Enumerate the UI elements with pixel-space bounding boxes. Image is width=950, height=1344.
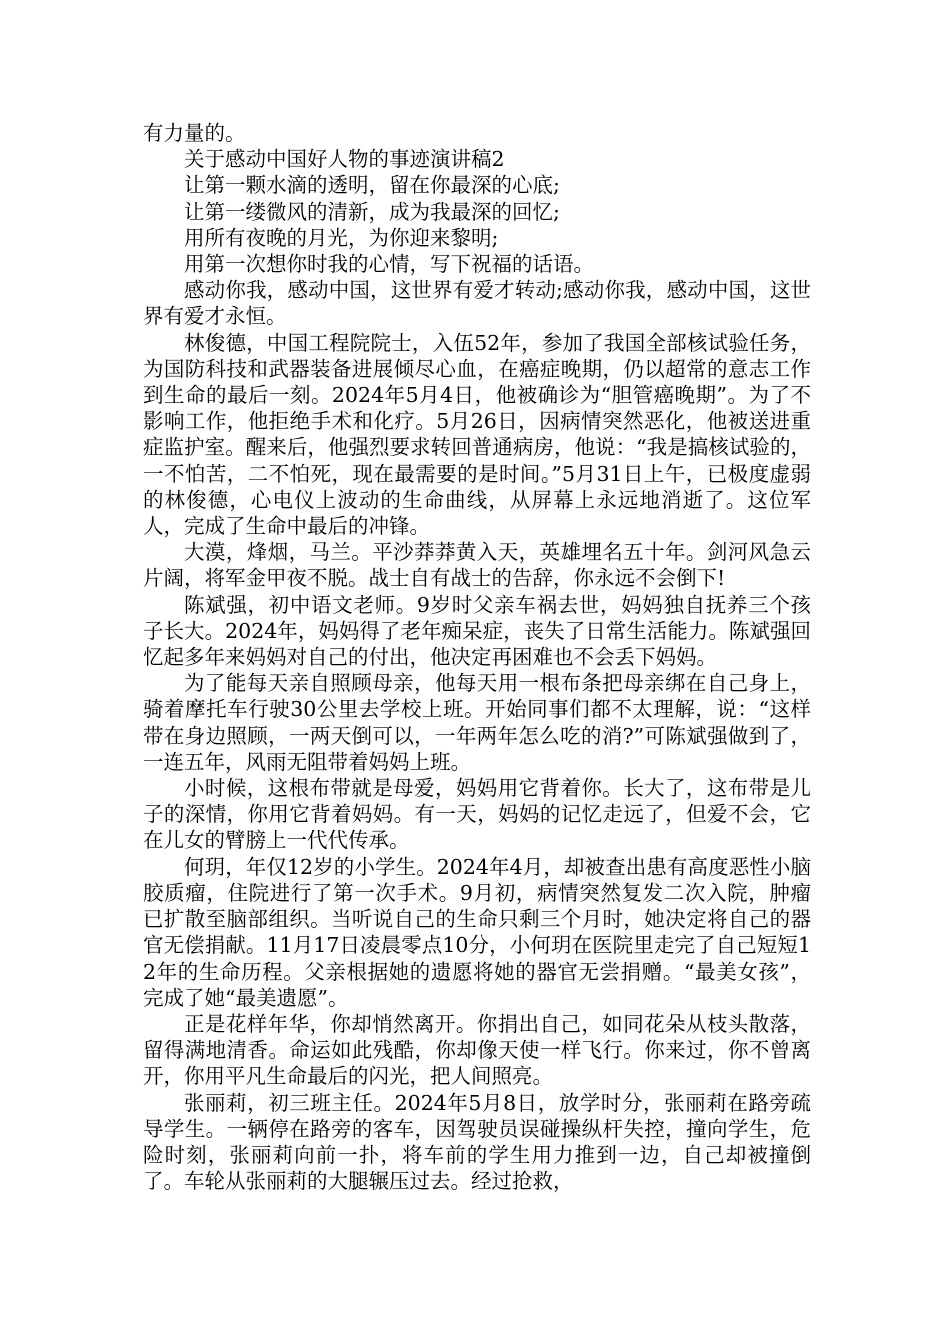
poem-line-1: 让第一颗水滴的透明，留在你最深的心底; [184, 173, 560, 198]
poem-line-2: 让第一缕微风的清新，成为我最深的回忆; [184, 199, 560, 224]
paragraph-chen-binqiang-tribute: 小时候，这根布带就是母爱，妈妈用它背着你。长大了，这布带是儿子的深情，你用它背着妈妈。有一天，妈妈的记忆走远了，但爱不会，它在儿女的臂膀上一代代传承。 [143, 776, 811, 853]
paragraph-continuation: 有力量的。 [143, 121, 246, 145]
poem-line-3: 用所有夜晚的月光，为你迎来黎明; [184, 225, 499, 250]
paragraph-chen-binqiang: 陈斌强，初中语文老师。9岁时父亲车祸去世，妈妈独自抚养三个孩子长大。2024年，妈妈得了老年痴呆症，丧失了日常生活能力。陈斌强回忆起多年来妈妈对自己的付出，他决定再困难也不会丢下妈妈。 [143, 592, 811, 670]
paragraph-zhang-lili: 张丽莉，初三班主任。2024年5月8日，放学时分，张丽莉在路旁疏导学生。一辆停在路旁的客车，因驾驶员误碰操纵杆失控，撞向学生，危险时刻，张丽莉向前一扑，将车前的学生用力推到一边，自己却被撞倒了。车轮从张丽莉的大腿辗压过去。经过抢救， [143, 1090, 811, 1194]
paragraph-chen-binqiang-story: 为了能每天亲自照顾母亲，他每天用一根布条把母亲绑在自己身上，骑着摩托车行驶30公里去学校上班。开始同事们都不太理解，说：“这样带在身边照顾，一两天倒可以，一年两年怎么吃的消?”可陈斌强做到了，一连五年，风雨无阻带着妈妈上班。 [143, 671, 811, 774]
paragraph-intro: 感动你我，感动中国，这世界有爱才转动;感动你我，感动中国，这世界有爱才永恒。 [143, 278, 811, 329]
section-title: 关于感动中国好人物的事迹演讲稿2 [184, 147, 505, 172]
paragraph-he-yue-tribute: 正是花样年华，你却悄然离开。你捐出自己，如同花朵从枝头散落，留得满地清香。命运如此残酷，你却像天使一样飞行。你来过，你不曾离开，你用平凡生命最后的闪光，把人间照亮。 [143, 1011, 811, 1089]
paragraph-lin-junde: 林俊德，中国工程院院士，入伍52年，参加了我国全部核试验任务，为国防科技和武器装备进展倾尽心血，在癌症晚期，仍以超常的意志工作到生命的最后一刻。2024年5月4日，他被确诊为“胆管癌晚期”。为了不影响工作，他拒绝手术和化疗。5月26日，因病情突然恶化，他被送进重症监护室。醒来后，他强烈要求转回普通病房，他说：“我是搞核试验的，一不怕苦，二不怕死，现在最需要的是时间。”5月31日上午，已极度虚弱的林俊德，心电仪上波动的生命曲线，从屏幕上永远地消逝了。这位军人，完成了生命中最后的冲锋。 [143, 330, 811, 539]
paragraph-lin-junde-tribute: 大漠，烽烟，马兰。平沙莽莽黄入天，英雄埋名五十年。剑河风急云片阔，将军金甲夜不脱。战士自有战士的告辞，你永远不会倒下! [143, 540, 811, 591]
poem-line-4: 用第一次想你时我的心情，写下祝福的话语。 [184, 252, 594, 277]
document-body [143, 120, 811, 1194]
paragraph-he-yue: 何玥，年仅12岁的小学生。2024年4月，却被查出患有高度恶性小脑胶质瘤，住院进行了第一次手术。9月初，病情突然复发二次入院，肿瘤已扩散至脑部组织。当听说自己的生命只剩三个月时，她决定将自己的器官无偿捐献。11月17日凌晨零点10分，小何玥在医院里走完了自己短短12年的生命历程。父亲根据她的遗愿将她的器官无尝捐赠。“最美女孩”，完成了她“最美遗愿”。 [143, 854, 811, 1010]
